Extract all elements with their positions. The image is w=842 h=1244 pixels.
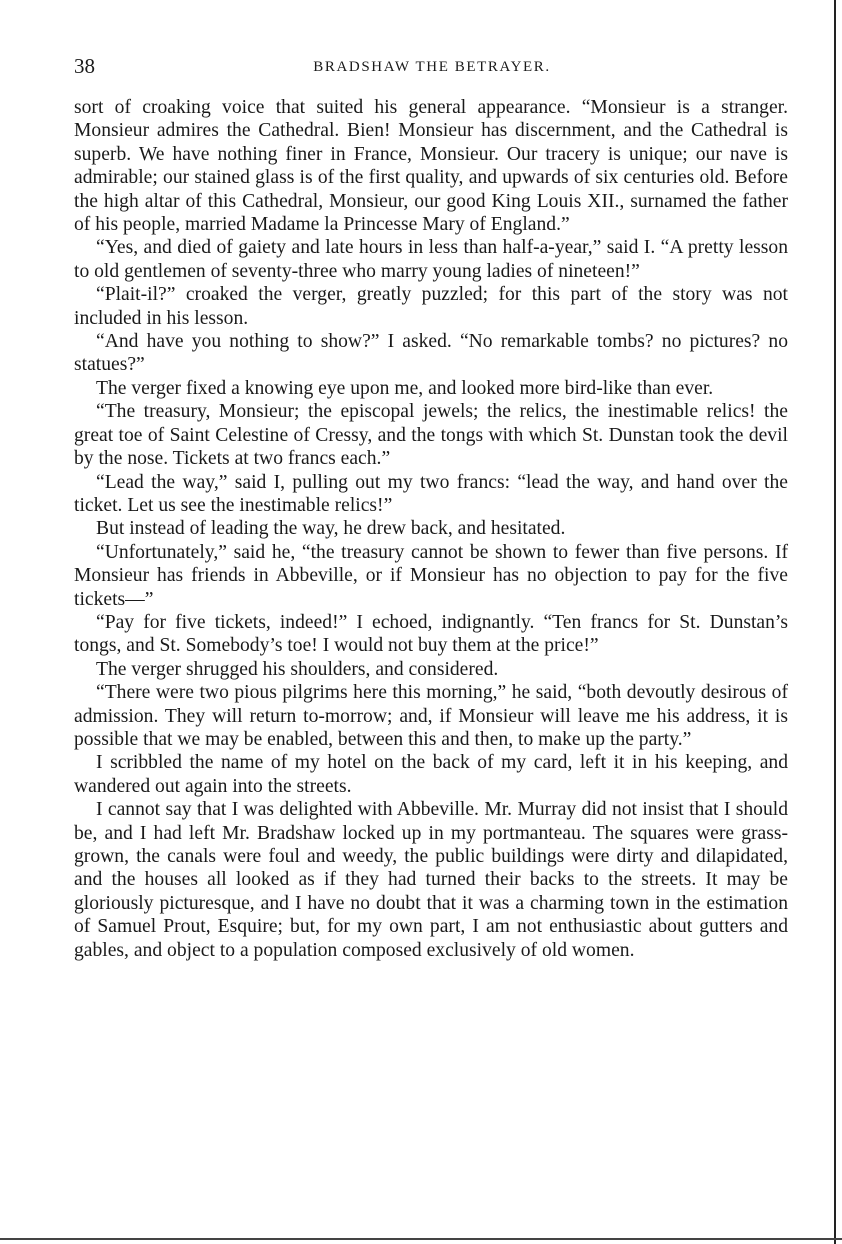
body-text — [74, 96, 788, 962]
page-edge-right — [834, 0, 836, 1244]
paragraph: I scribbled the name of my hotel on the back of my card, left it in his keeping, and wandered out again into the streets. — [74, 752, 788, 797]
paragraph-continued: sort of croaking voice that suited his general appearance. “Monsieur is a stranger. Monsieur admires the Cathedral. Bien! Monsieur has discernment, and the Cathedral is superb. We have nothing finer in France, Monsieur. Our tracery is unique; our nave is admirable; our stained glass is of the first quality, and upwards of six centuries old. Before the high altar of this Cathedral, Monsieur, our good King Louis XII., surnamed the father of his people, married Madame la Princesse Mary of England.” — [74, 97, 788, 236]
paragraph: “Plait-il?” croaked the verger, greatly puzzled; for this part of the story was not included in his lesson. — [74, 284, 788, 329]
paragraph: “There were two pious pilgrims here this morning,” he said, “both devoutly desirous of admission. They will return to-morrow; and, if Monsieur will leave me his address, it is possible that we may be enabled, between this and then, to make up the party.” — [74, 682, 788, 750]
paragraph: The verger shrugged his shoulders, and considered. — [96, 658, 499, 680]
paragraph: “The treasury, Monsieur; the episcopal jewels; the relics, the inestimable relics! the great toe of Saint Celestine of Cressy, and the tongs with which St. Dunstan took the devil by the nose. Tickets at two francs each.” — [74, 401, 788, 470]
page-number: 38 — [74, 54, 95, 78]
page-header — [74, 52, 790, 82]
paragraph: “Lead the way,” said I, pulling out my two francs: “lead the way, and hand over the ticket. Let us see the inestimable relics!” — [74, 471, 788, 516]
running-title: BRADSHAW THE BETRAYER. — [313, 59, 551, 75]
paragraph: “And have you nothing to show?” I asked. “No remarkable tombs? no pictures? no statues?” — [74, 331, 788, 376]
paragraph: I cannot say that I was delighted with Abbeville. Mr. Murray did not insist that I should be, and I had left Mr. Bradshaw locked up in my portmanteau. The squares were grass-grown, the canals were foul and weedy, the public buildings were dirty and dilapidated, and the houses all looked as if they had turned their backs to the streets. It may be gloriously picturesque, and I have no doubt that it was a charming town in the estimation of Samuel Prout, Esquire; but, for my own part, I am not enthusiastic about gutters and gables, and object to a population composed exclusively of old women. — [74, 799, 788, 961]
page-edge-bottom — [0, 1238, 842, 1240]
paragraph: “Yes, and died of gaiety and late hours in less than half-a-year,” said I. “A pretty lesson to old gentlemen of seventy-three who marry young ladies of nineteen!” — [74, 237, 788, 282]
paragraph: “Unfortunately,” said he, “the treasury cannot be shown to fewer than five persons. If Monsieur has friends in Abbeville, or if Monsieur has no objection to pay for the five tickets—” — [74, 541, 788, 610]
paragraph: But instead of leading the way, he drew back, and hesitated. — [96, 518, 566, 540]
paragraph: The verger fixed a knowing eye upon me, and looked more bird-like than ever. — [96, 377, 714, 399]
paragraph: “Pay for five tickets, indeed!” I echoed, indignantly. “Ten francs for St. Dunstan’s tongs, and St. Somebody’s toe! I would not buy them at the price!” — [74, 611, 788, 657]
